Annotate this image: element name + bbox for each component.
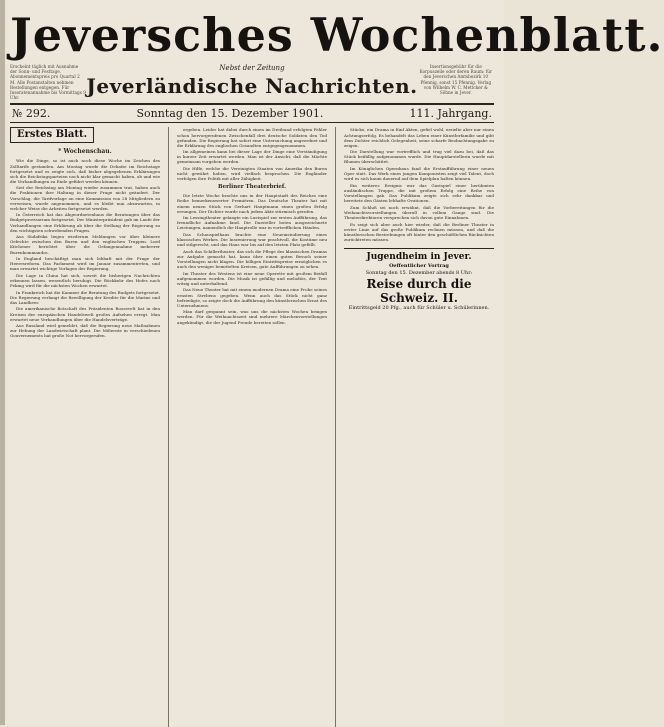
paragraph: ergeben. Leider hat dabei durch einen im Dreibund erfolgten Fehler schon hervorgerufenen Zwischenfall drei deutsche Soldaten den Tod gefunden. Die Regierung hat sofort eine Untersuchung angeordnet und die Erklärung des englischen Gesandten entgegengenommen. [177, 127, 327, 148]
masthead-row [10, 64, 494, 100]
ad-lecture-title: Reise durch die Schweiz. II. [366, 276, 472, 305]
section-box-heading: Erstes Blatt. [10, 127, 94, 143]
advertising-note: Insertionsgebühr für die Korpuszeile oder deren Raum: für den Jeverschen Amtsbezirk 10 Pfennig, sonst 15 Pfennig. Verlag von Wilhelm W. C. Mettcker & Söhne in Jever. [419, 64, 492, 96]
paragraph: Die Darstellung war vortrefflich und trug viel dazu bei, daß das Stück beifällig aufgenommen wurde. Die Hauptdarstellerin wurde mit Blumen überschüttet. [344, 149, 494, 165]
subscription-note: Erscheint täglich mit Ausnahme der Sonn- und Festtage. Abonnementspreis pro Quartal 2 M. Alle Postanstalten nehmen Bestellungen entgegen. Für Inseratenannahme bis Vormittags 9 Uhr. [10, 64, 86, 101]
issue-date: Sonntag den 15. Dezember 1901. [136, 107, 324, 121]
paragraph: Im allgemeinen kann bei dieser Lage der Dinge eine Verständigung in kurzer Zeit erwartet werden. Man ist der Ansicht, daß die Mächte gemeinsam vorgehen werden. [177, 149, 327, 165]
ad-date: Sonntag den 15. Dezember abends 8 Uhr: [365, 269, 473, 276]
paragraph: Wie die Dinge, so ist auch noch diese Woche im Zeichen des Zolltarifs gestanden. Am Montag wurde die Debatte im Reichstage fortgesetzt und es zeigte sich, daß bisher abgegebenen Erklärungen sich die Reichstagsparteien noch nicht klar gemacht haben, ob und wie die Verhandlungen zu Ende geführt werden können. [10, 158, 160, 184]
theater-letter-heading: Berliner Theaterbrief. [217, 184, 287, 191]
paragraph: Zum Schluß sei noch erwähnt, daß die Vorbereitungen für die Weihnachtsvorstellungen überall in vollem Gange sind. Die Theaterdirektoren versprechen sich davon gute Einnahmen. [344, 204, 494, 220]
paragraph: In England beschäftigt man sich lebhaft mit der Frage der Heeresreform. Das Parlament wird im Januar zusammentreten, und man erwartet wichtige Vorlagen der Regierung. [10, 256, 160, 272]
nebst-label: Nebst der Zeitung [219, 64, 285, 72]
paragraph: Im Theater des Westens ist eine neue Operette mit großem Beifall aufgenommen worden. Die Musik ist gefällig und melodiös, der Text witzig und unterhaltend. [177, 270, 327, 286]
masthead-subtitle: Jeverländische Nachrichten. [86, 74, 418, 98]
paragraph: Das Neue Theater hat mit einem modernen Drama eine Probe seines ernsten Strebens gegeben. Wenn auch das Stück nicht ganz befriedigte, so zeigte doch die Aufführung den künstlerischen Ernst des Unternehmens. [177, 287, 327, 308]
paragraph: Die letzte Woche brachte uns in der Hauptstadt des Reiches eine Reihe bemerkenswerter Premièren. Das Deutsche Theater hat mit einem neuen Stück von Gerhart Hauptmann einen großen Erfolg errungen. Der Dichter wurde nach jedem Akte stürmisch gerufen. [177, 193, 327, 214]
paragraph: Das Schauspielhaus brachte eine Neueinstudierung eines klassischen Werkes. Die Inszenierung war prachtvoll, die Kostüme neu und stilgerecht, und das Haus war bis auf den letzten Platz gefüllt. [177, 232, 327, 248]
paragraph: In Frankreich hat die Kammer die Beratung des Budgets fortgesetzt. Die Regierung verlangt die Bewilligung der Kredite für die Marine und das Landheer. [10, 289, 160, 305]
paragraph: Seit der Reichstag am Montag wieder zusammen trat, haben auch die Fraktionen ihre Haltung in dieser Frage nicht geändert. Der Vorschlag, die Tarifvorlage an eine Kommission von 28 Mitgliedern zu verweisen, wurde angenommen, und es bleibt nun abzuwarten, in welcher Weise die Arbeiten fortgesetzt werden. [10, 185, 160, 211]
ad-title: Jugendheim in Jever. [366, 251, 472, 262]
page-edge [0, 0, 5, 725]
advertisement-box [344, 248, 494, 312]
column-1 [10, 127, 160, 727]
paragraph: Die amerikanische Botschaft des Präsidenten Roosevelt hat in den Kreisen der europäischen Handelswelt großes Aufsehen erregt. Man erwartet neue Verhandlungen über die Handelsverträge. [10, 306, 160, 322]
dateline [10, 105, 494, 121]
paragraph: Die Hilfe, welche die Vereinigten Staaten von Amerika den Buren nicht gewährt haben, wird vielfach besprochen. Die Engländer verfolgen ihre Politik mit aller Zähigkeit. [177, 166, 327, 182]
paragraph: Man darf gespannt sein, was uns die nächsten Wochen bringen werden. Für die Weihnachtszeit sind mehrere Märchenvorstellungen angekündigt, die der Jugend Freude bereiten sollen. [177, 309, 327, 325]
masthead-center [86, 64, 417, 98]
paragraph: Auch das Schillertheater, das sich die Pflege des klassischen Dramas zur Aufgabe gemacht hat, kann über einen guten Besuch seiner Vorstellungen nicht klagen. Die billigen Eintrittspreise ermöglichen es auch den weniger bemittelten Kreisen, gute Aufführungen zu sehen. [177, 248, 327, 270]
paragraph: In Österreich hat das Abgeordnetenhaus die Beratungen über das Budgetprovisorium fortgesetzt. Der Ministerpräsident gab im Laufe der Verhandlungen eine Erklärung ab über die Stellung der Regierung zu den wichtigsten schwebenden Fragen. [10, 212, 160, 233]
ad-subtitle: Oeffentlicher Vortrag [389, 262, 449, 269]
ad-entry-fee: Eintrittsgeld 20 Pfg., auch für Schüler u. Schülerinnen. [348, 304, 490, 311]
column-2 [177, 127, 327, 727]
paragraph: Aus Südafrika liegen wiederum Meldungen vor über kleinere Gefechte zwischen den Buren und den englischen Truppen. Lord Kitchener berichtet über die Gefangennahme mehrerer Burenkommandos. [10, 234, 160, 255]
paragraph: Im Lessingtheater gelangte ein Lustspiel zur ersten Aufführung, das freundliche Aufnahme fand. Die Darsteller boten ausgezeichnete Leistungen, namentlich die Hauptrolle war in vortrefflichen Händen. [177, 215, 327, 231]
column-3 [344, 127, 494, 727]
bottom-rule [10, 122, 494, 123]
column-divider [335, 127, 336, 727]
paragraph: Ein weiteres Ereignis war das Gastspiel einer berühmten ausländischen Truppe, die mit großem Erfolg eine Reihe von Vorstellungen gab. Das Publikum zeigte sich sehr dankbar und bereitete den Gästen lebhafte Ovationen. [344, 182, 494, 204]
paragraph: Es zeigt sich aber auch hier wieder, daß die Berliner Theater in erster Linie auf das große Publikum rechnen müssen, und daß die künstlerischen Bestrebungen oft hinter den geschäftlichen Rücksichten zurücktreten müssen. [344, 221, 494, 242]
column-divider [168, 127, 169, 727]
masthead-title: Jeversches Wochenblatt. [10, 8, 664, 62]
paragraph: Aus Russland wird gemeldet, daß die Regierung neue Maßnahmen zur Hebung der Landwirtschaft plant. Die Mißernte in verschiedenen Gouvernements hat große Not hervorgerufen. [10, 323, 160, 339]
weekly-review-heading: * Wochenschau. [58, 148, 112, 156]
paragraph: Stücke, ein Drama in fünf Akten, gefiel wohl, erzielte aber nur einen Achtungserfolg. Es behandelt das Leben einer Künstlerfamilie und gibt dem Dichter reichlich Gelegenheit, seine scharfe Beobachtungsgabe zu zeigen. [344, 127, 494, 148]
paragraph: Die Lage in China hat sich, soweit die bisherigen Nachrichten erkennen lassen, wesentlich beruhigt. Die Rückkehr des Hofes nach Peking wird für die nächsten Wochen erwartet. [10, 272, 160, 289]
columns [10, 127, 494, 727]
paragraph: Im Königlichen Opernhaus fand die Erstaufführung einer neuen Oper statt. Das Werk eines jungen Komponisten zeigt viel Talent, doch wird es sich kaum dauernd auf dem Spielplan halten können. [344, 166, 494, 182]
issue-number: № 292. [12, 107, 51, 121]
volume-label: 111. Jahrgang. [409, 107, 492, 121]
